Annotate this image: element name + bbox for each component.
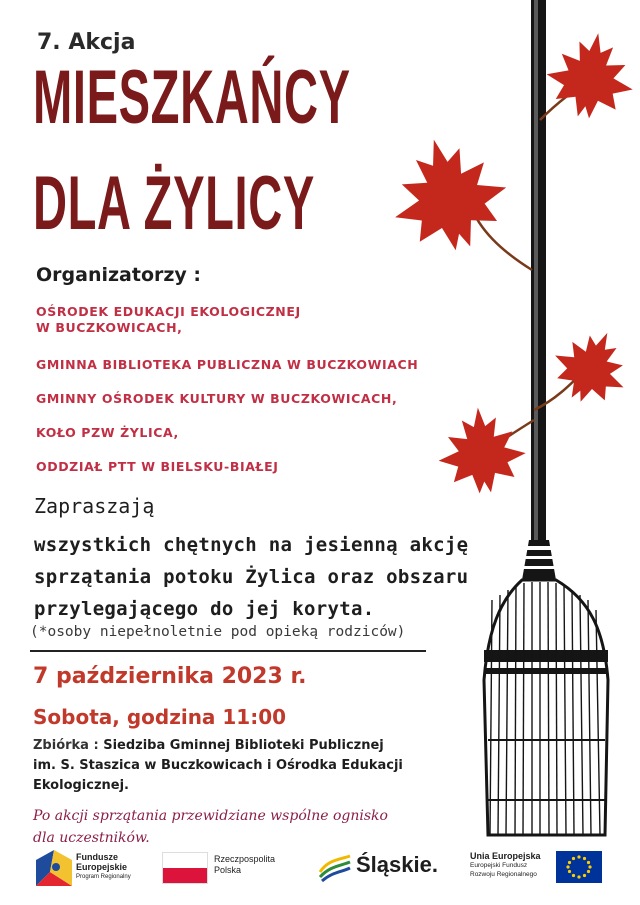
ue-logo-text: [470, 852, 541, 879]
meeting-line: Siedziba Gminnej Biblioteki Publicznej: [103, 738, 384, 753]
page-title-line2: DLA ŻYLICY: [33, 161, 315, 246]
meeting-label: Zbiórka :: [33, 738, 99, 753]
rp-line: Polska: [214, 865, 242, 875]
slaskie-logo-icon: [318, 852, 352, 882]
page-title-line1: MIESZKAŃCY: [33, 55, 351, 140]
invitation-line: sprzątania potoku Żylica oraz obszaru: [34, 566, 469, 588]
fe-line: Fundusze: [76, 852, 118, 862]
invitation-line: przylegającego do jej koryta.: [34, 598, 375, 620]
organizer-item: KOŁO PZW ŻYLICA,: [36, 425, 179, 440]
guardian-note: (*osoby niepełnoletnie pod opieką rodziców): [30, 624, 406, 640]
fe-line: Europejskie: [76, 862, 128, 872]
organizer-line: OŚRODEK EDUKACJI EKOLOGICZNEJ: [36, 304, 301, 319]
meeting-line: Ekologicznej.: [33, 778, 129, 793]
rp-logo-text: [214, 854, 275, 876]
maple-leaf-icon: [378, 26, 640, 497]
action-number: 7. Akcja: [37, 30, 136, 55]
meeting-point: [33, 736, 453, 796]
slaskie-logo-text: Śląskie.: [356, 852, 438, 877]
ue-line: Europejski Fundusz: [470, 862, 528, 869]
organizer-line: W BUCZKOWICACH,: [36, 320, 183, 335]
ue-line: Rozwoju Regionalnego: [470, 871, 537, 878]
fundusze-europejskie-logo-icon: [36, 850, 72, 886]
after-line: Po akcji sprzątania przewidziane wspólne ognisko: [33, 808, 388, 824]
fe-line: Program Regionalny: [76, 874, 131, 880]
eu-flag-icon: [556, 851, 602, 883]
organizer-item: GMINNY OŚRODEK KULTURY W BUCZKOWICACH,: [36, 391, 398, 406]
rp-line: Rzeczpospolita: [214, 854, 276, 864]
meeting-line: im. S. Staszica w Buczkowicach i Ośrodka Edukacji: [33, 758, 403, 773]
event-time: Sobota, godzina 11:00: [33, 705, 287, 729]
invitation-line: wszystkich chętnych na jesienną akcję: [34, 534, 469, 556]
fe-logo-text: [76, 852, 131, 882]
divider: [30, 650, 426, 652]
organizer-item: ODDZIAŁ PTT W BIELSKU-BIAŁEJ: [36, 459, 279, 474]
organizer-item: GMINNA BIBLIOTEKA PUBLICZNA W BUCZKOWIACH: [36, 357, 419, 372]
organizers-heading: Organizatorzy :: [36, 264, 202, 286]
broom-icon: [484, 0, 608, 835]
ue-line: Unia Europejska: [470, 851, 541, 861]
organizer-item: [36, 304, 301, 336]
branch-icon: [470, 80, 590, 455]
logos-strip: [0, 840, 640, 900]
after-line: dla uczestników.: [33, 830, 150, 846]
polish-flag-icon: [162, 852, 208, 884]
event-date: 7 października 2023 r.: [33, 664, 307, 689]
invitation-heading: Zapraszają: [34, 494, 155, 518]
